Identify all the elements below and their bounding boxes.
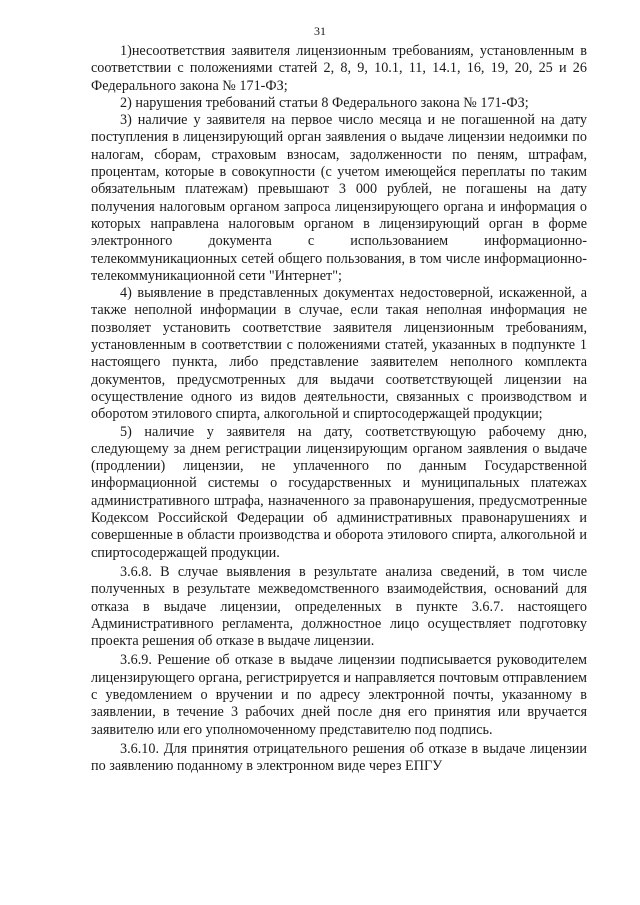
page-number: 31	[314, 24, 326, 38]
paragraph-3-6-9: 3.6.9. Решение об отказе в выдаче лицензии подписывается руководителем лицензирующего органа, регистрируется и направляется почтовым отправлением с уведомлением о вручении и по адресу электронной почты, указанному в заявлении, в течение 3 рабочих дней после дня его принятия или вручается заявителю или его уполномоченному представителю под подпись.	[91, 652, 587, 738]
paragraph-item-5: 5) наличие у заявителя на дату, соответствующую рабочему дню, следующему за днем регистрации лицензирующим органом заявления о выдаче (продлении) лицензии, не уплаченного по данным Государственной информационной системы о государственных и муниципальных платежах административного штрафа, назначенного за правонарушения, предусмотренные Кодексом Российской Федерации об административных правонарушениях и совершенные в области производства и оборота этилового спирта, алкогольной и спиртосодержащей продукции.	[91, 423, 587, 561]
paragraph-3-6-8: 3.6.8. В случае выявления в результате анализа сведений, в том числе полученных в результате межведомственного взаимодействия, оснований для отказа в выдаче лицензии, определенных в пункте 3.6.7. настоящего Административного регламента, должностное лицо осуществляет подготовку проекта решения об отказе в выдаче лицензии.	[91, 563, 587, 650]
document-body	[91, 43, 587, 775]
paragraph-item-1: 1)несоответствия заявителя лицензионным требованиям, установленным в соответствии с положениями статей 2, 8, 9, 10.1, 11, 14.1, 16, 19, 20, 25 и 26 Федерального закона № 171-ФЗ;	[91, 43, 587, 94]
paragraph-item-4: 4) выявление в представленных документах недостоверной, искаженной, а также неполной информации в случае, если такая неполная информация не позволяет установить соответствие заявителя лицензионным требованиям, установленным в соответствии с положениями статей, указанных в подпункте 1 настоящего пункта, либо представление заявителем неполного комплекта документов, предусмотренных для выдачи соответствующей лицензии на осуществление одного из видов деятельности, связанных с производством и оборотом этилового спирта, алкогольной и спиртосодержащей продукции;	[91, 285, 587, 423]
paragraph-item-3: 3) наличие у заявителя на первое число месяца и не погашенной на дату поступления в лицензирующий орган заявления о выдаче лицензии недоимки по налогам, сборам, страховым взносам, задолженности по пеням, штрафам, процентам, которые в совокупности (с учетом имеющейся переплаты по таким обязательным платежам) превышают 3 000 рублей, не погашены на дату получения налоговым органом запроса лицензирующего органа и информация о которых направлена налоговым органом в лицензирующий орган в форме электронного документа с использованием информационно-телекоммуникационных сетей общего пользования, в том числе информационно-телекоммуникационной сети "Интернет";	[91, 112, 587, 284]
paragraph-item-2: 2) нарушения требований статьи 8 Федерального закона № 171-ФЗ;	[120, 94, 529, 111]
paragraph-3-6-10: 3.6.10. Для принятия отрицательного решения об отказе в выдаче лицензии по заявлению поданному в электронном виде через ЕПГУ	[91, 740, 587, 775]
